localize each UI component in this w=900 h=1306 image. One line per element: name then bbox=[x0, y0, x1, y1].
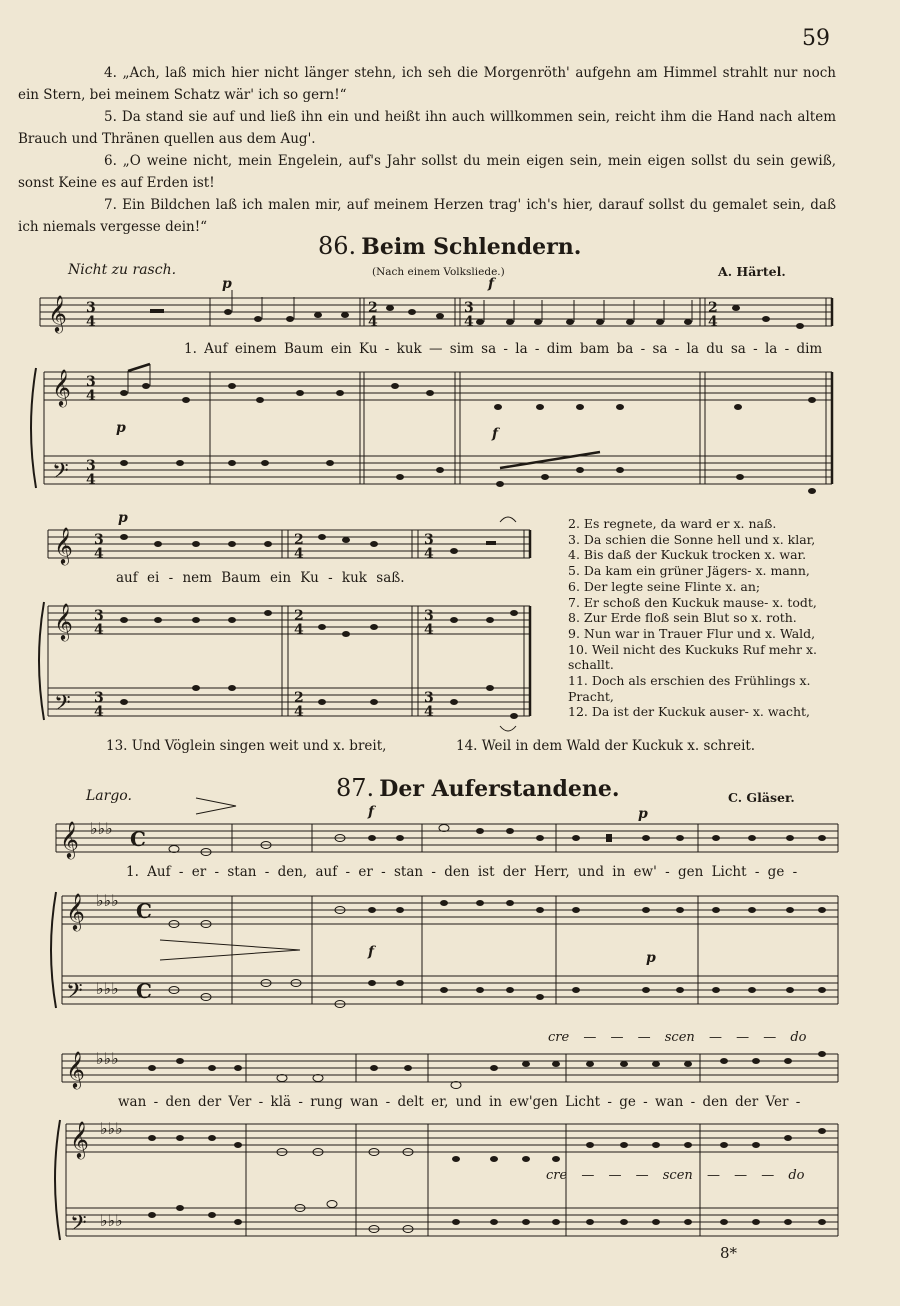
svg-text:𝄢: 𝄢 bbox=[66, 979, 83, 1009]
footer-signature-mark: 8* bbox=[720, 1244, 738, 1262]
svg-text:4: 4 bbox=[294, 622, 304, 638]
verse-8: 8. Zur Erde floß sein Blut so x. roth. bbox=[568, 610, 797, 626]
verse-10: 10. Weil nicht des Kuckuks Ruf mehr x. schallt. bbox=[568, 641, 817, 673]
svg-text:4: 4 bbox=[464, 314, 474, 330]
verse-11: 11. Doch als erschien des Frühlings x. Pracht, bbox=[568, 673, 811, 704]
song86-dyn-f-voice: f bbox=[488, 276, 495, 292]
svg-text:4: 4 bbox=[424, 704, 434, 720]
svg-text:3: 3 bbox=[424, 690, 434, 706]
song86-lyrics-line-2: auf ei - nem Baum ein Ku - kuk saß. bbox=[116, 570, 405, 586]
svg-text:♭♭♭: ♭♭♭ bbox=[100, 1211, 123, 1230]
svg-text:3: 3 bbox=[424, 608, 434, 624]
svg-text:𝄞: 𝄞 bbox=[54, 602, 73, 640]
verse-7: 7. Er schoß den Kuckuk mause- x. todt, bbox=[568, 594, 817, 610]
svg-text:4: 4 bbox=[424, 546, 434, 562]
svg-text:♭♭♭: ♭♭♭ bbox=[96, 1049, 119, 1068]
song87-composer: C. Gläser. bbox=[728, 790, 795, 805]
song87-number: 87. bbox=[336, 774, 375, 802]
song87-dyn-f-voice: f bbox=[368, 804, 375, 820]
song86-lyrics-line-1: 1. Auf einem Baum ein Ku - kuk — sim sa - la - dim bam ba - sa - la du sa - la - dim bbox=[184, 341, 823, 357]
svg-text:4: 4 bbox=[708, 314, 718, 330]
svg-text:4: 4 bbox=[368, 314, 378, 330]
song86-dyn-f-piano: f bbox=[492, 426, 499, 442]
song87-dyn-p-piano: p bbox=[646, 950, 656, 966]
verse-2: 2. Es regnete, da ward er x. naß. bbox=[568, 516, 777, 531]
song86-dyn-p-piano: p bbox=[116, 420, 126, 436]
svg-text:♭♭♭: ♭♭♭ bbox=[96, 979, 119, 998]
song87-notes-2 bbox=[148, 1051, 826, 1233]
song87-lyrics-line-1: 1. Auf - er - stan - den, auf - er - stan - den ist der Herr, und in ew' - gen Licht - ge - bbox=[126, 864, 798, 880]
svg-text:♭♭♭: ♭♭♭ bbox=[100, 1119, 123, 1138]
verse-12: 12. Da ist der Kuckuk auser- x. wacht, bbox=[568, 704, 811, 720]
song86-dyn-p-voice: p bbox=[222, 276, 232, 292]
svg-text:3: 3 bbox=[86, 300, 96, 316]
svg-text:C: C bbox=[130, 827, 146, 851]
verse-13: 13. Und Vöglein singen weit und x. breit, bbox=[106, 738, 387, 754]
song86-dyn-p-2: p bbox=[118, 510, 128, 526]
song87-tempo: Largo. bbox=[86, 788, 132, 804]
svg-text:4: 4 bbox=[86, 314, 96, 330]
verse-6: 6. Der legte seine Flinte x. an; bbox=[568, 578, 761, 594]
svg-text:3: 3 bbox=[86, 458, 96, 474]
svg-text:3: 3 bbox=[464, 300, 474, 316]
svg-text:3: 3 bbox=[424, 532, 434, 548]
svg-text:𝄞: 𝄞 bbox=[48, 294, 67, 332]
song86-composer: A. Härtel. bbox=[718, 264, 786, 279]
svg-text:3: 3 bbox=[94, 532, 104, 548]
svg-text:𝄢: 𝄢 bbox=[70, 1211, 87, 1241]
song87-title: Der Auferstandene. bbox=[379, 776, 620, 802]
stanza-6: 6. „O weine nicht, mein Engelein, auf's Jahr sollst du mein eigen sein, mein eigen sollst du sein gewiß, sonst Keine es auf Erden ist! bbox=[18, 153, 836, 191]
svg-text:4: 4 bbox=[94, 546, 104, 562]
song87-lyrics-line-2: wan - den der Ver - klä - rung wan - delt er, und in ew'gen Licht - ge - wan - den der Ver - bbox=[118, 1094, 801, 1110]
song86-source: (Nach einem Volksliede.) bbox=[372, 266, 505, 278]
verse-4: 4. Bis daß der Kuckuk trocken x. war. bbox=[568, 547, 807, 563]
svg-text:4: 4 bbox=[94, 704, 104, 720]
song87-voice-staff-2 bbox=[62, 1054, 838, 1082]
svg-text:3: 3 bbox=[86, 374, 96, 390]
svg-text:4: 4 bbox=[424, 622, 434, 638]
svg-text:4: 4 bbox=[86, 388, 96, 404]
verse-3: 3. Da schien die Sonne hell und x. klar, bbox=[568, 531, 816, 547]
svg-text:C: C bbox=[136, 979, 152, 1003]
svg-text:3: 3 bbox=[94, 690, 104, 706]
svg-text:4: 4 bbox=[294, 546, 304, 562]
verse-5: 5. Da kam ein grüner Jägers- x. mann, bbox=[568, 563, 810, 579]
svg-text:♭♭♭: ♭♭♭ bbox=[96, 891, 119, 910]
svg-text:𝄞: 𝄞 bbox=[66, 892, 85, 930]
svg-text:4: 4 bbox=[86, 472, 96, 488]
verse-9: 9. Nun war in Trauer Flur und x. Wald, bbox=[568, 625, 816, 641]
svg-text:𝄢: 𝄢 bbox=[52, 459, 69, 489]
svg-text:4: 4 bbox=[94, 622, 104, 638]
page-number: 59 bbox=[802, 26, 830, 51]
svg-text:C: C bbox=[136, 899, 152, 923]
svg-text:2: 2 bbox=[368, 300, 378, 316]
song87-dyn-p-voice: p bbox=[638, 806, 648, 822]
svg-text:2: 2 bbox=[294, 532, 304, 548]
svg-text:𝄞: 𝄞 bbox=[60, 820, 79, 858]
song87-cresc-piano: cre — — — scen — — — do bbox=[546, 1168, 805, 1183]
song86-number: 86. bbox=[318, 232, 357, 260]
svg-text:♭♭♭: ♭♭♭ bbox=[90, 819, 113, 838]
svg-text:𝄞: 𝄞 bbox=[54, 526, 73, 564]
stanza-5: 5. Da stand sie auf und ließ ihn ein und heißt ihn auch willkommen sein, reicht ihm die Hand nach altem Brauch und Thränen quellen aus dem Aug'. bbox=[18, 109, 836, 147]
song87-cresc-voice: cre — — — scen — — — do bbox=[548, 1030, 807, 1045]
svg-text:3: 3 bbox=[94, 608, 104, 624]
svg-text:𝄢: 𝄢 bbox=[54, 691, 71, 721]
song86-tempo: Nicht zu rasch. bbox=[68, 262, 177, 278]
svg-text:𝄞: 𝄞 bbox=[70, 1120, 89, 1158]
stanza-7: 7. Ein Bildchen laß ich malen mir, auf meinem Herzen trag' ich's hier, darauf sollst du gemalet sein, daß ich niemals vergesse dein!“ bbox=[18, 197, 836, 235]
verse-14: 14. Weil in dem Wald der Kuckuk x. schreit. bbox=[456, 738, 756, 754]
svg-text:4: 4 bbox=[294, 704, 304, 720]
svg-text:2: 2 bbox=[708, 300, 718, 316]
song86-title: Beim Schlendern. bbox=[361, 234, 582, 260]
svg-text:𝄞: 𝄞 bbox=[66, 1050, 85, 1088]
svg-text:2: 2 bbox=[294, 690, 304, 706]
svg-text:2: 2 bbox=[294, 608, 304, 624]
song87-dyn-f-piano: f bbox=[368, 944, 375, 960]
stanza-4: 4. „Ach, laß mich hier nicht länger stehn, ich seh die Morgenröth' aufgehn am Himmel strahlt nur noch ein Stern, bei meinem Schatz wär' ich so gern!“ bbox=[18, 65, 836, 103]
svg-text:𝄞: 𝄞 bbox=[52, 368, 71, 406]
